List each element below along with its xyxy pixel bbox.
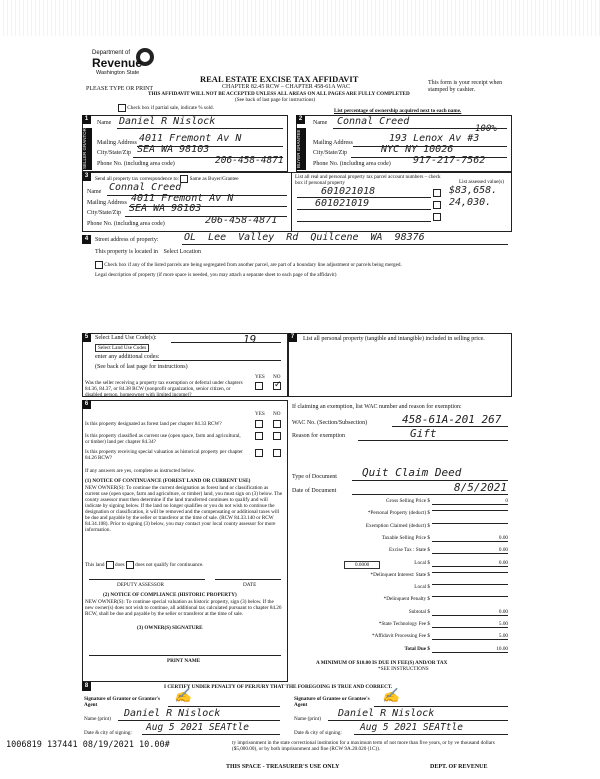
- location-select[interactable]: Select Location: [163, 249, 201, 255]
- personal-property-label: List all personal property (tangible and intangible) included in selling price.: [303, 336, 485, 342]
- corr-label-text: Send all property tax correspondence to:: [95, 176, 179, 183]
- seller-mailing-label: Mailing Address: [97, 140, 137, 146]
- s5-no: NO: [273, 374, 281, 380]
- if-yes: If any answers are yes, complete as instructed below.: [85, 468, 196, 474]
- assessed-header: List assessed value(s): [459, 179, 504, 185]
- calc-label: Total Due $: [404, 645, 430, 652]
- sig-grantor-label: Signature of Grantor or Grantor's Agent: [84, 696, 161, 708]
- dor-logo: [92, 44, 158, 80]
- calc-row: [292, 523, 510, 533]
- form-note2: (See back of last page for instructions): [235, 97, 316, 103]
- section1-number: 1: [82, 115, 91, 124]
- this-land-text: This land: [85, 562, 105, 569]
- calc-value[interactable]: 5.00: [432, 633, 508, 640]
- legal-label: Legal description of property (if more space is needed, you may attach a separate sheet to each page of the affidavit): [95, 272, 337, 278]
- boundary-checkbox[interactable]: [95, 261, 103, 269]
- corr-city-label: City/State/Zip: [87, 210, 121, 216]
- does-not-text: does not qualify for continuance.: [135, 562, 204, 569]
- name-print-label: Name (print): [84, 716, 111, 722]
- correspondence-section: [82, 172, 512, 232]
- calc-value[interactable]: [432, 584, 508, 585]
- partial-sale-checkbox[interactable]: [118, 104, 126, 112]
- calc-label: Excise Tax : State $: [388, 547, 430, 554]
- owner-signature: (3) OWNER(S) SIGNATURE: [137, 625, 203, 631]
- corr-city[interactable]: SEA WA 98103: [129, 203, 202, 214]
- land-use-dropdown[interactable]: Select Land Use Codes: [95, 344, 149, 352]
- seller-city-label: City/State/Zip: [97, 150, 131, 156]
- calc-value[interactable]: 0.00: [432, 560, 508, 567]
- grantee-signature[interactable]: ✍: [382, 688, 400, 704]
- name-print-label-2: Name (print): [294, 716, 321, 722]
- land-use-code[interactable]: 19: [243, 333, 257, 346]
- section5-number: 5: [82, 333, 91, 342]
- date-city-label: Date & city of signing:: [84, 730, 132, 736]
- please-type: PLEASE TYPE OR PRINT: [86, 86, 154, 92]
- buyer-city[interactable]: NYC NY 10026: [381, 144, 454, 155]
- seller-name-label: Name: [97, 120, 112, 126]
- calc-row: [292, 609, 510, 619]
- s5-yes-checkbox[interactable]: [255, 382, 263, 390]
- buyer-mailing[interactable]: 193 Lenox Av #3: [389, 133, 480, 144]
- calc-label: Gross Selling Price $: [386, 498, 430, 504]
- section6-number: 6: [82, 400, 91, 409]
- grantee-print-name[interactable]: Daniel R Nislock: [338, 708, 435, 719]
- ownership-pct: List percentage of ownership acquired next to each name.: [334, 108, 462, 114]
- parcel-number-2[interactable]: 601021019: [315, 198, 370, 209]
- s5-no-check-icon: ✓: [274, 379, 282, 389]
- street-label: Street address of property:: [95, 237, 159, 243]
- buyer-section: [296, 115, 512, 172]
- parcel-1-checkbox[interactable]: [433, 189, 441, 197]
- parcel-value-2[interactable]: 24,030.: [449, 197, 492, 208]
- personal-property-section: [288, 333, 512, 397]
- seller-name[interactable]: Daniel R Nislock: [119, 116, 216, 127]
- corr-name-label: Name: [87, 189, 102, 195]
- calc-label: *Delinquent Penalty $: [383, 596, 430, 603]
- land-use-section: [82, 333, 288, 397]
- seller-phone[interactable]: 206-458-4871: [215, 155, 284, 166]
- date-city-label-2: Date & city of signing:: [294, 730, 342, 736]
- same-as-buyer-label: Same as Buyer/Grantee: [189, 176, 239, 183]
- does-not-checkbox[interactable]: [126, 561, 134, 569]
- certify-text: I CERTIFY UNDER PENALTY OF PERJURY THAT THE FOREGOING IS TRUE AND CORRECT.: [164, 684, 393, 690]
- calc-row: [292, 560, 510, 570]
- exemption-header: If claiming an exemption, list WAC number and reason for exemption:: [292, 404, 462, 410]
- wac-number[interactable]: 458-61A-201 267: [402, 413, 502, 426]
- calc-value[interactable]: [432, 510, 508, 511]
- calc-label: Exemption Claimed (deduct) $: [365, 522, 430, 529]
- calc-row: [292, 633, 510, 643]
- forest-q3: Is this property receiving special valuation as historical property per chapter 84.26 RCW?: [85, 449, 243, 461]
- buyer-pct[interactable]: 100%: [475, 124, 497, 134]
- buyer-phone-label: Phone No. (including area code): [313, 161, 391, 167]
- corr-mailing-label: Mailing Address: [87, 200, 127, 206]
- partial-sale: [118, 104, 214, 112]
- located-label: [95, 249, 201, 256]
- dept-line2: Revenue: [92, 56, 143, 70]
- recording-stamp: 1006819 137441 08/19/2021 10.00#: [6, 740, 170, 750]
- calc-label: Subtotal $: [408, 608, 430, 615]
- notice2-title: (2) NOTICE OF COMPLIANCE (HISTORIC PROPERTY): [103, 592, 237, 598]
- doctype[interactable]: Quit Claim Deed: [362, 466, 462, 479]
- deputy-date: DATE: [243, 582, 257, 588]
- dept-line3: Washington State: [96, 70, 140, 76]
- treasurer-use: THIS SPACE - TREASURER'S USE ONLY: [226, 764, 340, 770]
- does-checkbox[interactable]: [106, 561, 114, 569]
- exemption-question: Was the seller receiving a property tax exemption or deferral under chapters 84.36, 84.37, or 84.38 RCW (nonprofit organization, senior citizen, or disabled person, homeowner with limited income)?: [85, 380, 243, 398]
- calc-value[interactable]: 0.00: [432, 547, 508, 554]
- doctype-label: Type of Document: [292, 474, 337, 480]
- additional-codes: enter any additional codes:: [95, 354, 160, 360]
- q3-yes-checkbox[interactable]: [255, 449, 263, 457]
- parcel-header: List all real and personal property tax parcel account numbers – check box if personal property: [295, 174, 441, 186]
- calc-value[interactable]: 0.00: [432, 609, 508, 616]
- calc-value[interactable]: 0.00: [432, 535, 508, 542]
- calc-label: Local $: [414, 584, 430, 591]
- calc-label: *Affidavit Processing Fee $: [372, 633, 430, 640]
- q1-yes-checkbox[interactable]: [255, 420, 263, 428]
- grantor-signature[interactable]: ✍: [174, 688, 192, 704]
- calc-label: Local $: [414, 559, 430, 566]
- calc-row: [292, 498, 510, 508]
- this-land-line: [85, 561, 204, 569]
- docdate-label: Date of Document: [292, 488, 337, 494]
- forest-q2: Is this property classified as current use (open space, farm and agricultural, or timber) land per chapter 84.34?: [85, 433, 241, 445]
- grantor-print-name[interactable]: Daniel R Nislock: [124, 708, 221, 719]
- wac-label: WAC No. (Section/Subsection): [292, 420, 368, 426]
- calc-row: [292, 547, 510, 557]
- calc-value[interactable]: [432, 596, 508, 597]
- deputy-assessor: DEPUTY ASSESSOR: [117, 582, 164, 588]
- dept-revenue: DEPT. OF REVENUE: [430, 764, 488, 770]
- corr-name[interactable]: Connal Creed: [109, 182, 182, 193]
- calc-row: [292, 535, 510, 545]
- q2-no-checkbox[interactable]: [273, 432, 281, 440]
- section7-number: 7: [288, 333, 297, 342]
- calc-row: [292, 510, 510, 520]
- print-name: PRINT NAME: [167, 658, 201, 664]
- notice2-body: NEW OWNER(S): To continue special valuation as historic property, sign (3) below. If the new owner(s) does not wish to continue, all additional tax calculated pursuant to chapter 84.26 RCW, shall be due and payable by the seller or transferor at the time of sale.: [85, 599, 282, 617]
- calc-label: *State Technology Fee $: [378, 621, 430, 627]
- grantee-date[interactable]: Aug 5 2021 SEATtle: [360, 722, 463, 733]
- corr-phone-label: Phone No. (including area code): [87, 221, 165, 227]
- corr-phone[interactable]: 206-458-4871: [205, 215, 278, 226]
- partial-sale-label: Check box if partial sale, indicate % sold.: [127, 105, 214, 112]
- section8-number: 8: [82, 682, 91, 691]
- reason-label: Reason for exemption: [292, 433, 345, 439]
- calc-row: [292, 572, 510, 582]
- section4-number: 4: [82, 235, 91, 244]
- buyer-city-label: City/State/Zip: [313, 150, 347, 156]
- calc-value[interactable]: 0: [432, 498, 508, 505]
- land-use-label: Select Land Use Code(s):: [95, 335, 157, 341]
- dept-line1: Department of: [92, 50, 131, 56]
- s6-no: NO: [273, 411, 281, 417]
- s5-yes: YES: [255, 374, 265, 380]
- parcel-value-1[interactable]: $83,658.: [449, 185, 498, 196]
- located-text: This property is located in: [95, 249, 158, 255]
- buyer-phone[interactable]: 917-217-7562: [413, 155, 486, 166]
- calc-value[interactable]: 5.00: [432, 621, 508, 628]
- street-address[interactable]: OL Lee Valley Rd Quilcene WA 98376: [184, 232, 425, 243]
- scan-noise: [0, 0, 600, 36]
- grantor-date[interactable]: Aug 5 2021 SEATtle: [146, 722, 249, 733]
- form-subtitle: CHAPTER 82.45 RCW – CHAPTER 458-61A WAC: [222, 84, 350, 90]
- seller-city[interactable]: SEA WA 98103: [137, 144, 210, 155]
- receipt-note: This form is your receipt when stamped by cashier.: [428, 80, 503, 93]
- signature-section: [82, 682, 510, 766]
- q3-no-checkbox[interactable]: [273, 449, 281, 457]
- s6-yes: YES: [255, 411, 265, 417]
- buyer-tag: BUYER GRANTEE: [296, 128, 306, 170]
- does-text: does: [115, 562, 125, 569]
- notice1-body: NEW OWNER(S): To continue the current designation as forest land or classification as current use (open space, farm and agriculture, or timber) land, you must sign on (3) below. The county assessor must then determine if the land transferred continues to qualify and will indicate by signing below. If the land no longer qualifies or you do not wish to continue the designation or classification, it will be removed and the compensating or additional taxes will be due and payable by the seller or transferor at the time of sale. (RCW 84.33.140 or RCW 84.34.108). Prior to signing (3) below, you may contact your local county assessor for more information.: [85, 485, 283, 533]
- seller-phone-label: Phone No. (including area code): [97, 161, 175, 167]
- perjury-text: ty imprisonment in the state correctional institution for a maximum term of not more than five years, or by ve thousand dollars ($5,000.00), or by both imprisonment and fine (RCW 9A.20.020 (1C)).: [232, 740, 495, 752]
- calc-label: *Delinquent Interest: State $: [370, 571, 430, 578]
- notice1-title: (1) NOTICE OF CONTINUANCE (FOREST LAND OR CURRENT USE): [85, 478, 251, 484]
- form-note: THIS AFFIDAVIT WILL NOT BE ACCEPTED UNLESS ALL AREAS ON ALL PAGES ARE FULLY COMPLETED: [148, 91, 410, 97]
- buyer-name[interactable]: Connal Creed: [337, 116, 410, 127]
- calc-label: *Personal Property (deduct) $: [367, 510, 430, 517]
- calc-row: [292, 646, 510, 656]
- calc-table: [292, 498, 510, 658]
- q2-yes-checkbox[interactable]: [255, 432, 263, 440]
- buyer-name-label: Name: [313, 120, 328, 126]
- boundary-label: Check box if any of the listed parcels are being segregated from another parcel, are part of a boundary line adjustment or parcels being merged.: [104, 262, 402, 269]
- buyer-mailing-label: Mailing Address: [313, 140, 353, 146]
- same-as-buyer-checkbox[interactable]: [180, 175, 188, 183]
- seller-tag: SELLER GRANTOR: [82, 128, 92, 170]
- calc-row: [292, 621, 510, 631]
- minimum-note: A MINIMUM OF $10.00 IS DUE IN FEE(S) AND/OR TAX: [316, 660, 448, 666]
- parcel-number-1[interactable]: 601021018: [321, 186, 376, 197]
- corr-mailing[interactable]: 4011 Fremont Av N: [131, 193, 234, 204]
- sig-grantee-label: Signature of Grantee or Grantee's Agent: [294, 696, 370, 708]
- section3-number: 3: [82, 172, 91, 181]
- calc-row: [292, 596, 510, 606]
- boundary-line: [95, 261, 402, 269]
- section2-number: 2: [296, 115, 305, 124]
- calc-value[interactable]: [432, 572, 508, 573]
- calc-value[interactable]: [432, 523, 508, 524]
- see-back: (See back of last page for instructions): [95, 364, 188, 370]
- calc-row: [292, 584, 510, 594]
- calc-label: Taxable Selling Price $: [381, 534, 430, 541]
- seller-mailing[interactable]: 4011 Fremont Av N: [139, 133, 242, 144]
- street-section: [82, 232, 510, 292]
- q1-no-checkbox[interactable]: [273, 420, 281, 428]
- forest-section: [82, 400, 288, 682]
- see-instr: *SEE INSTRUCTIONS: [378, 666, 429, 672]
- exemption-block: [292, 402, 510, 682]
- seller-section: [82, 115, 288, 172]
- forest-q1: Is this property designated as forest land per chapter 84.33 RCW?: [85, 421, 222, 427]
- parcel-3-checkbox[interactable]: [433, 213, 441, 221]
- reason[interactable]: Gift: [410, 427, 437, 440]
- form-title: REAL ESTATE EXCISE TAX AFFIDAVIT: [200, 74, 359, 84]
- calc-value[interactable]: 10.00: [432, 646, 508, 653]
- docdate[interactable]: 8/5/2021: [454, 481, 507, 494]
- local-rate[interactable]: 0.0000: [344, 561, 380, 569]
- parcel-2-checkbox[interactable]: [433, 201, 441, 209]
